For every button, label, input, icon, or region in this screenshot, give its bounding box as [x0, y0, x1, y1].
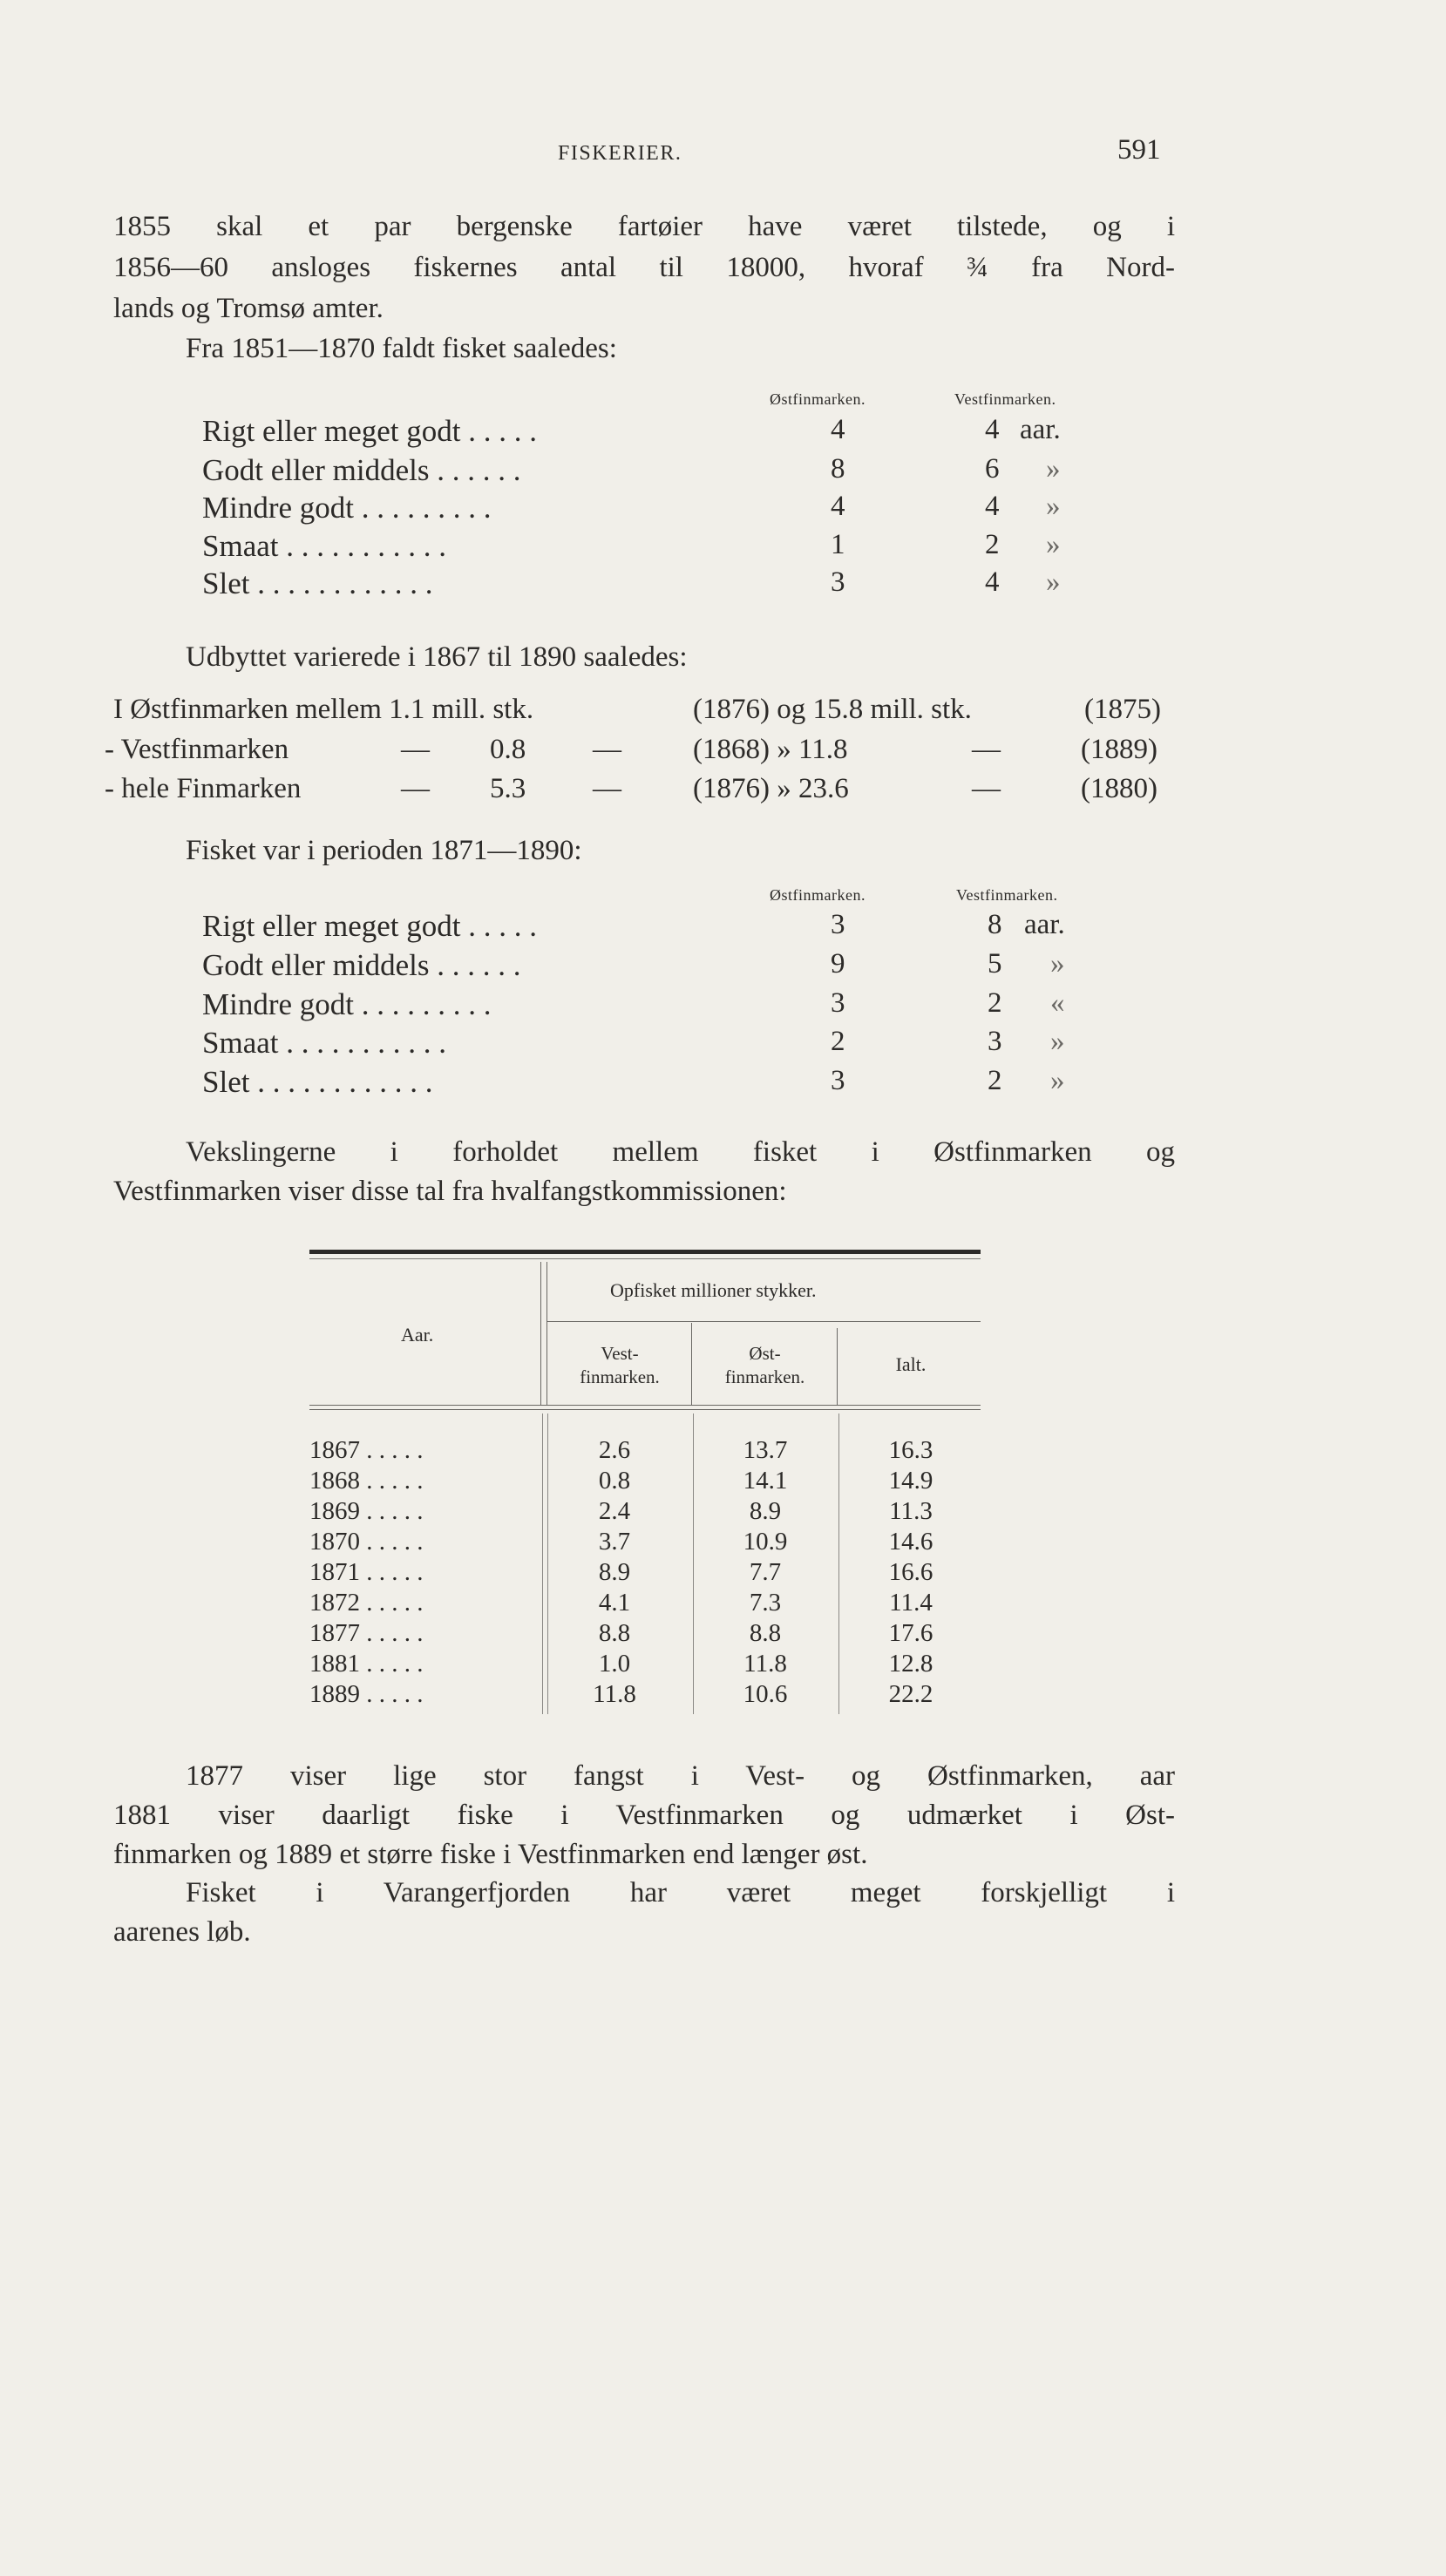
udbytte-text: (1876) » 23.6 [693, 773, 849, 804]
year-cell: 1870 . . . . . [309, 1528, 424, 1556]
ost-cell: 13.7 [743, 1436, 788, 1464]
unit: » [1050, 1026, 1065, 1057]
table3-group-header: Opfisket millioner stykker. [610, 1279, 817, 1301]
vest-cell: 8.8 [598, 1619, 631, 1647]
vest-value: 4 [985, 491, 1000, 522]
udbytte-dash: — [972, 773, 1001, 804]
table3-header-bottom-rule-2 [309, 1409, 981, 1410]
ost-value: 1 [831, 529, 845, 560]
table3-top-thin-rule [309, 1258, 981, 1259]
intro-line-3: lands og Tromsø amter. [113, 293, 384, 324]
intro-line-1: 1855 skal et par bergenske fartøier have været tilstede, og i [113, 211, 1175, 242]
vest-value: 5 [988, 948, 1002, 980]
udbytte-text: (1880) [1081, 773, 1157, 804]
udbytte-dash: — [593, 734, 621, 765]
table3-col-divider-2 [837, 1328, 838, 1406]
ost-value: 9 [831, 948, 845, 980]
row-label: Slet . . . . . . . . . . . . [202, 1065, 433, 1099]
udbytte-intro: Udbyttet varierede i 1867 til 1890 saaledes: [186, 641, 688, 673]
vest-cell: 4.1 [598, 1589, 631, 1617]
total-cell: 11.3 [889, 1497, 933, 1525]
year-cell: 1889 . . . . . [309, 1680, 424, 1708]
ost-cell: 10.6 [743, 1680, 788, 1708]
udbytte-text: (1868) » 11.8 [693, 734, 848, 765]
ost-value: 3 [831, 566, 845, 598]
ost-value: 3 [831, 909, 845, 940]
vest-value: 2 [985, 529, 1000, 560]
year-cell: 1868 . . . . . [309, 1467, 424, 1495]
ost-value: 3 [831, 987, 845, 1019]
table3-top-rule [309, 1250, 981, 1254]
unit: aar. [1024, 909, 1065, 940]
table3-year-header: Aar. [401, 1324, 434, 1346]
ost-cell: 7.3 [749, 1589, 782, 1617]
vest-cell: 0.8 [598, 1467, 631, 1495]
table1-col-vest: Vestfinmarken. [954, 390, 1056, 408]
table3-col-vest-header: Vest- finmarken. [580, 1343, 660, 1387]
vest-cell: 11.8 [593, 1680, 636, 1708]
total-cell: 12.8 [888, 1650, 933, 1678]
ost-cell: 10.9 [743, 1528, 788, 1556]
ost-cell: 8.8 [749, 1619, 782, 1647]
year-cell: 1867 . . . . . [309, 1436, 424, 1464]
udbytte-text: (1889) [1081, 734, 1157, 765]
closing-line-1: 1877 viser lige stor fangst i Vest- og Østfinmarken, aar [186, 1760, 1175, 1792]
table3-header-bottom-rule [309, 1405, 981, 1406]
vest-cell: 1.0 [598, 1650, 631, 1678]
ost-value: 8 [831, 453, 845, 485]
udbytte-text: 5.3 [490, 773, 526, 804]
udbytte-dash: — [401, 773, 430, 804]
vekslinger-line-1: Vekslingerne i forholdet mellem fisket i Østfinmarken og [186, 1136, 1175, 1168]
intro-line-2: 1856—60 ansloges fiskernes antal til 18000, hvoraf ¾ fra Nord- [113, 252, 1175, 283]
vest-value: 2 [988, 1065, 1002, 1096]
table3-col-total-header: Ialt. [895, 1353, 927, 1375]
row-label: Godt eller middels . . . . . . [202, 948, 521, 982]
unit: « [1050, 987, 1065, 1019]
running-header-title: FISKERIER. [558, 142, 682, 165]
row-label: Mindre godt . . . . . . . . . [202, 491, 492, 525]
total-cell: 16.3 [888, 1436, 933, 1464]
ost-cell: 11.8 [743, 1650, 787, 1678]
udbytte-text: (1876) og 15.8 mill. stk. [693, 694, 972, 725]
fra-line: Fra 1851—1870 faldt fisket saaledes: [186, 333, 617, 364]
vest-value: 4 [985, 414, 1000, 445]
row-label: Rigt eller meget godt . . . . . [202, 414, 537, 448]
table3-vline-1 [540, 1262, 541, 1406]
udbytte-text: (1875) [1084, 694, 1161, 725]
udbytte-text: - hele Finmarken [105, 773, 302, 804]
total-cell: 14.9 [888, 1467, 933, 1495]
year-cell: 1869 . . . . . [309, 1497, 424, 1525]
closing-line-3: finmarken og 1889 et større fiske i Vestfinmarken end længer øst. [113, 1839, 868, 1870]
unit: » [1050, 1065, 1065, 1096]
table2-intro: Fisket var i perioden 1871—1890: [186, 835, 582, 866]
closing-line-4: Fisket i Varangerfjorden har været meget forskjelligt i [186, 1877, 1175, 1908]
year-cell: 1881 . . . . . [309, 1650, 424, 1678]
total-cell: 16.6 [888, 1558, 933, 1586]
table3-body-divider-2 [838, 1413, 839, 1714]
ost-cell: 8.9 [749, 1497, 782, 1525]
year-cell: 1877 . . . . . [309, 1619, 424, 1647]
vest-value: 2 [988, 987, 1002, 1019]
total-cell: 14.6 [888, 1528, 933, 1556]
year-cell: 1872 . . . . . [309, 1589, 424, 1617]
unit: » [1046, 491, 1061, 522]
vest-value: 4 [985, 566, 1000, 598]
unit: » [1046, 453, 1061, 485]
udbytte-text: 0.8 [490, 734, 526, 765]
table3-col-ost-header: Øst- finmarken. [724, 1343, 805, 1387]
unit: » [1046, 529, 1061, 560]
table1-col-ost: Østfinmarken. [770, 390, 866, 408]
unit: aar. [1020, 414, 1061, 445]
table3-body-divider-1 [693, 1413, 694, 1714]
ost-cell: 7.7 [749, 1558, 782, 1586]
table3-group-rule [547, 1321, 981, 1322]
udbytte-dash: — [593, 773, 621, 804]
total-cell: 22.2 [888, 1680, 933, 1708]
page-number: 591 [1117, 134, 1161, 166]
vest-value: 3 [988, 1026, 1002, 1057]
row-label: Smaat . . . . . . . . . . . [202, 1026, 446, 1060]
vest-cell: 3.7 [598, 1528, 631, 1556]
table3-vline-3 [542, 1413, 543, 1714]
closing-line-5: aarenes løb. [113, 1916, 251, 1948]
table2-col-vest: Vestfinmarken. [956, 886, 1058, 904]
ost-cell: 14.1 [743, 1467, 788, 1495]
row-label: Slet . . . . . . . . . . . . [202, 566, 433, 600]
vekslinger-line-2: Vestfinmarken viser disse tal fra hvalfangstkommissionen: [113, 1176, 787, 1207]
ost-value: 4 [831, 414, 845, 445]
ost-value: 2 [831, 1026, 845, 1057]
row-label: Smaat . . . . . . . . . . . [202, 529, 446, 563]
udbytte-text: - Vestfinmarken [105, 734, 289, 765]
total-cell: 17.6 [888, 1619, 933, 1647]
vest-cell: 2.4 [598, 1497, 631, 1525]
table3-year-divider [539, 1260, 540, 2576]
table3-vline-4 [547, 1413, 548, 1714]
table2-col-ost: Østfinmarken. [770, 886, 866, 904]
vest-cell: 8.9 [598, 1558, 631, 1586]
udbytte-dash: — [401, 734, 430, 765]
row-label: Rigt eller meget godt . . . . . [202, 909, 537, 943]
row-label: Mindre godt . . . . . . . . . [202, 987, 492, 1021]
total-cell: 11.4 [889, 1589, 933, 1617]
ost-value: 3 [831, 1065, 845, 1096]
vest-value: 8 [988, 909, 1002, 940]
unit: » [1046, 566, 1061, 598]
vest-cell: 2.6 [598, 1436, 631, 1464]
year-cell: 1871 . . . . . [309, 1558, 424, 1586]
row-label: Godt eller middels . . . . . . [202, 453, 521, 487]
table3-vline-2 [546, 1262, 547, 1406]
udbytte-text: I Østfinmarken mellem 1.1 mill. stk. [113, 694, 534, 725]
udbytte-dash: — [972, 734, 1001, 765]
table3-col-divider-1 [691, 1323, 692, 1406]
vest-value: 6 [985, 453, 1000, 485]
unit: » [1050, 948, 1065, 980]
closing-line-2: 1881 viser daarligt fiske i Vestfinmarken og udmærket i Øst- [113, 1800, 1175, 1831]
ost-value: 4 [831, 491, 845, 522]
